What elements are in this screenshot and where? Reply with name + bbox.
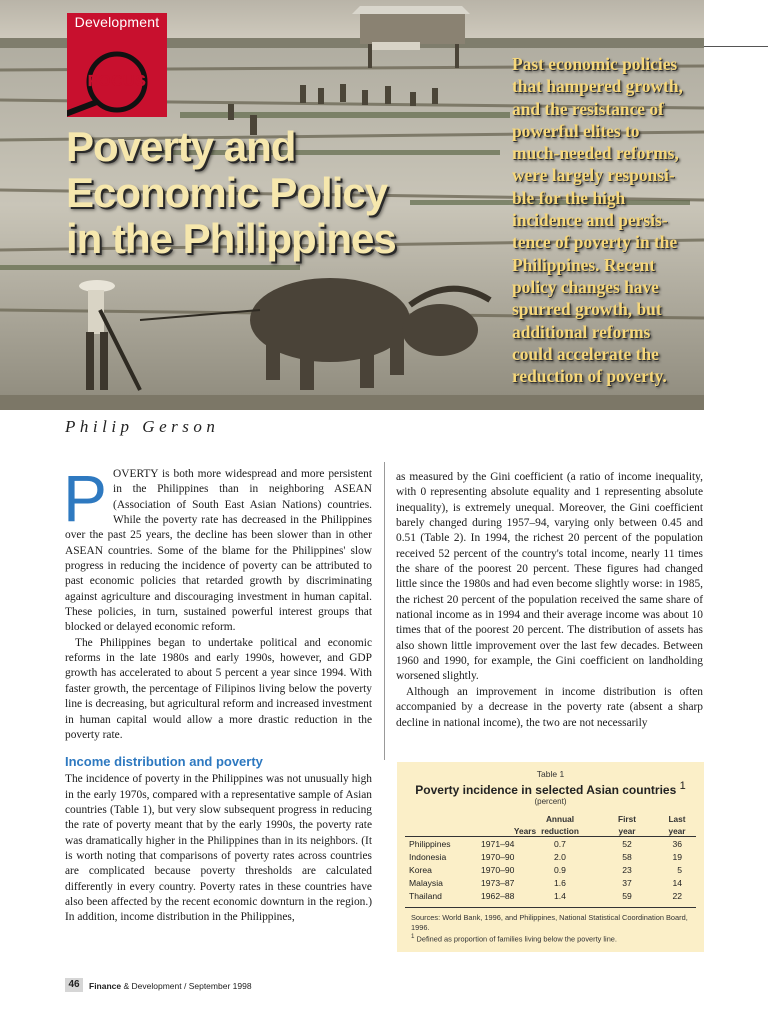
paragraph-intro [63,461,372,636]
badge-focus: FOCUS [87,73,147,90]
cell-annual: 1.6 [554,878,566,888]
magnifying-glass-icon [67,13,167,117]
page-number: 46 [65,978,83,992]
journal-footer [89,981,252,991]
cell-last: 19 [672,852,682,862]
paragraph-text: OVERTY is both more widespread and more persistent in the Philippines than in neighboring ASEAN (Association of South East Asian Nations) countries. While the poverty rate has decreased in the Philippines over the past 25 years, the decline has been slower than in other ASEAN countries. Some of the blame for the Philippines' slow progress in reducing the incidence of poverty can be attributed to past economic policies that retarded growth by discriminating against agriculture and discouraging investment in human capital. These policies, in turn, sustained powerful interest groups that blocked or delayed economic reform. [65,468,372,634]
cell-country: Thailand [409,891,442,901]
section-heading: Income distribution and poverty [65,754,263,770]
table-footnote: $^1$ Defined as proportion of families living below the poverty line. [411,933,617,944]
table-row [397,865,704,878]
deck-line: much-needed reforms, [512,143,679,164]
cell-years: 1971–94 [481,839,515,849]
table-number: Table 1 [536,769,565,779]
cell-country: Malaysia [409,878,443,888]
journal-issue: & Development / September 1998 [123,981,252,991]
cell-first: 52 [622,839,632,849]
table-footer-rule [405,907,696,908]
title-line: Economic Policy [66,169,388,216]
cell-annual: 0.7 [554,839,566,849]
journal-name: Finance [89,981,122,991]
table-1 [397,762,704,952]
table-subtitle: (percent) [534,797,567,806]
cell-country: Indonesia [409,852,447,862]
cell-years: 1970–90 [481,865,515,875]
column-divider [384,462,385,760]
table-title-footnote: 1 [679,780,686,792]
cell-annual: 0.9 [554,865,566,875]
col-header-reduction: reduction [541,826,579,836]
table-source: Sources: World Bank, 1996, and Philippines, National Statistical Coordination Board, 1996. [411,913,688,932]
deck-line: ble for the high [512,187,626,208]
table-row [397,839,704,852]
cell-first: 58 [622,852,632,862]
cell-last: 22 [672,891,682,901]
cell-last: 5 [677,865,682,875]
paragraph: The incidence of poverty in the Philippines was not unusually high in the early 1970s, compared with a representative sample of Asian countries (Table 1), but very slow subsequent progress in reducing the rate of poverty meant that by the early 1990s, the poverty rate was dramatically higher in the Philippines than in its neighbors. (It is worth noting that comparisons of poverty rates across countries are complicated because poverty thresholds are calculated differently in every country. Poverty rates in these countries have also been affected by the recent economic downturn in the region.) In addition, income distribution in the Philippines, [65,773,372,924]
deck-line: additional reforms [512,321,651,342]
col-header-last-year: year [668,826,686,836]
drop-cap: P [63,461,108,535]
col-header-first-year: year [618,826,636,836]
cell-first: 23 [622,865,632,875]
col-header-annual: Annual [545,814,575,824]
table-row [397,891,704,904]
table-header-rule [405,836,696,837]
development-focus-badge [67,13,167,117]
deck-line: policy changes have [512,276,659,297]
deck-line: and the resistance of [512,98,664,119]
article-title [66,124,396,262]
deck-line: reduction of poverty. [512,366,667,387]
cell-years: 1962–88 [481,891,515,901]
title-line: Poverty and [66,123,296,170]
col-header-years: Years [513,826,537,836]
hero-photo [0,0,704,410]
paragraph: Although an improvement in income distribution is often accompanied by a decrease in the poverty rate (absent a sharp decline in national income), the two are not necessarily [396,685,703,729]
deck-line: could accelerate the [512,343,659,364]
deck-line: were largely responsi- [512,165,675,186]
header-rule [704,46,768,47]
cell-years: 1970–90 [481,852,515,862]
deck-line: tence of poverty in the [512,232,678,253]
cell-annual: 2.0 [554,852,566,862]
column-right [396,470,703,731]
paragraph: as measured by the Gini coefficient (a ratio of income inequality, with 0 representing absolute equality and 1 representing absolute inequality), is extremely unequal. Moreover, the Gini coefficient barely changed during 1957–94, varying only between 0.45 and 0.51 (Table 2). In 1994, the richest 20 percent of the population received 52 percent of the country's total income, nearly 11 times the share of the poorest 20 percent. These figures had changed little since the 1980s and had even become slightly worse: in 1985, the richest 20 percent of the population received the same share of national income as in 1994 and their average income was about 10 times that of the poorest 20 percent. The distribution of assets has also shown little improvement over the last few decades. Between 1960 and 1990, for example, the Gini coefficient on landholding worsened slightly. [396,471,703,683]
deck-line: spurred growth, but [512,299,662,320]
badge-label: Development [74,14,160,30]
table-row [397,852,704,865]
cell-last: 14 [672,878,682,888]
column-left [63,461,372,926]
table-row [397,878,704,891]
deck-line: that hampered growth, [512,76,683,97]
cell-country: Philippines [409,839,451,849]
deck-line: Philippines. Recent [512,254,655,275]
title-line: in the Philippines [66,215,396,262]
deck-line: powerful elites to [512,120,640,141]
paragraph: The Philippines began to undertake political and economic reforms in the late 1980s and early 1990s, however, and GDP growth has accelerated to about 5 percent a year since 1994. With faster growth, the percentage of Filipinos living below the poverty line is decreasing, but agricultural reform and increased investment in human capital would allow a more drastic reduction in the poverty rate. [65,636,372,741]
cell-last: 36 [672,839,682,849]
cell-first: 59 [622,891,632,901]
table-title: Poverty incidence in selected Asian countries $^1$ [415,780,686,797]
article-deck [512,53,702,387]
col-header-last: Last [668,814,686,824]
cell-years: 1973–87 [481,878,515,888]
deck-line: incidence and persis- [512,210,668,231]
cell-first: 37 [622,878,632,888]
cell-country: Korea [409,865,432,875]
cell-annual: 1.4 [554,891,566,901]
col-header-first: First [618,814,636,824]
deck-line: Past economic policies [512,54,678,74]
author-byline: Philip Gerson [65,417,220,436]
